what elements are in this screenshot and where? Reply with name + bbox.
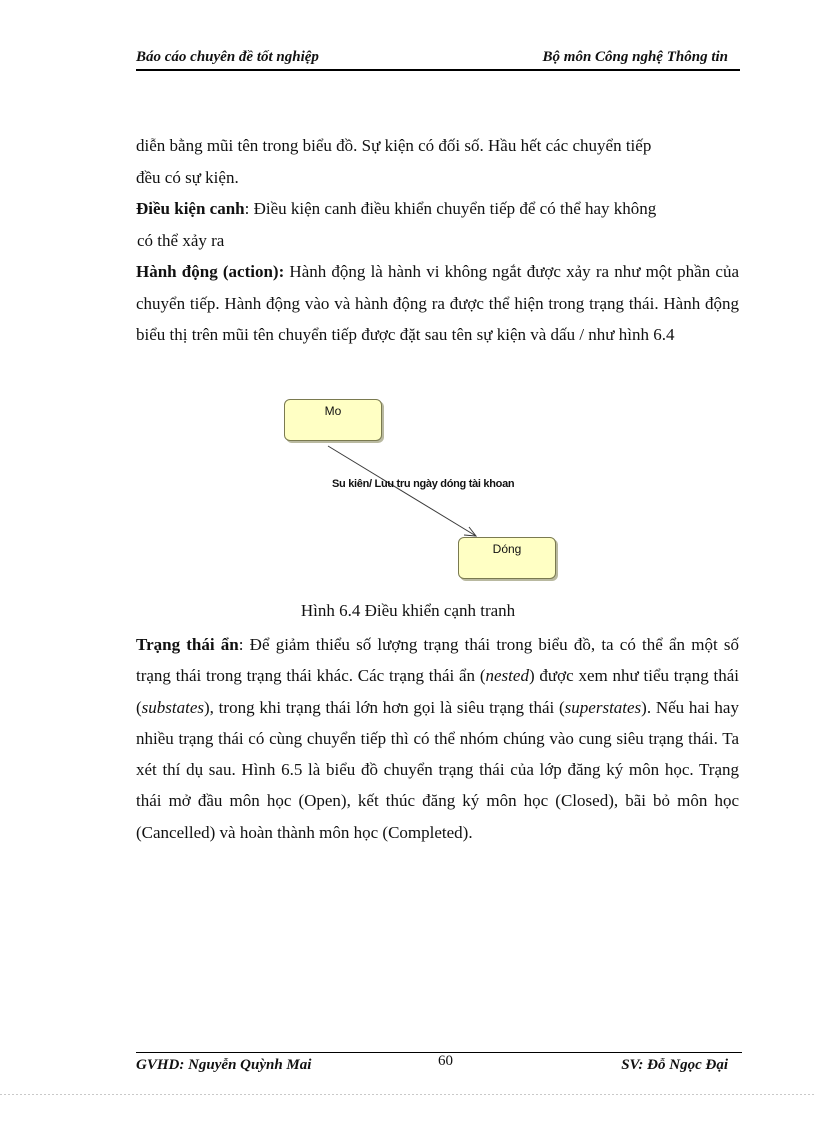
guard-condition-text: : Điều kiện canh điều khiển chuyển tiếp để có thể hay không: [244, 199, 657, 218]
body-text-bottom: [136, 629, 739, 848]
substates-italic: substates: [141, 697, 205, 717]
guard-condition-term: Điều kiện canh: [136, 199, 245, 218]
state-diagram: [280, 393, 580, 588]
action-text: Hành động là hành vi không ngắt được xảy ra như một phần của chuyển tiếp. Hành động vào và hành động ra được thể hiện trong trạng thái. Hành động biểu thị trên mũi tên chuyển tiếp được đặt sau tên sự kiện và dấu / như hình 6.4: [136, 262, 739, 344]
footer-student: SV: Đỗ Ngọc Đại: [621, 1057, 728, 1073]
state-dong-label: Dóng: [492, 542, 522, 556]
page-header: [136, 47, 740, 71]
superstates-italic: superstates: [564, 697, 642, 717]
body-text-top: [136, 130, 739, 351]
guard-condition-line2: có thể xảy ra: [137, 230, 225, 250]
state-mo-label: Mo: [324, 404, 342, 418]
nested-text-2: ) được xem như tiểu trạng thái (: [136, 666, 739, 717]
page-bottom-dotted-line: [0, 1094, 816, 1096]
state-dong: [458, 537, 556, 579]
paragraph-events: [136, 130, 739, 193]
nested-text-3: ), trong khi trạng thái lớn hơn gọi là siêu trạng thái (: [204, 697, 565, 717]
paragraph-events-line1: diễn bằng mũi tên trong biểu đồ. Sự kiện có đối số. Hầu hết các chuyển tiếp: [136, 136, 652, 155]
footer-supervisor: GVHD: Nguyễn Quỳnh Mai: [136, 1057, 312, 1073]
nested-text-1: : Để giảm thiểu số lượng trạng thái trong biểu đồ, ta có thể ẩn một số trạng thái trong trạng thái khác. Các trạng thái ẩn (: [136, 635, 739, 686]
figure-caption: Hình 6.4 Điều khiển cạnh tranh: [300, 601, 516, 620]
nested-states-term: Trạng thái ẩn: [136, 635, 239, 654]
paragraph-guard-condition: [136, 193, 739, 256]
nested-text-4: ). Nếu hai hay nhiều trạng thái có cùng chuyển tiếp thì có thể nhóm chúng vào cung siêu trạng thái. Ta xét thí dụ sau. Hình 6.5 là biểu đồ chuyển trạng thái của lớp đăng ký môn học. Trạng thái mở đầu môn học (Open), kết thúc đăng ký môn học (Closed), bãi bỏ môn học (Cancelled) và hoàn thành môn học (Completed).: [136, 697, 739, 842]
header-report-title: Báo cáo chuyên đề tốt nghiệp: [136, 49, 319, 65]
page-footer: [136, 1052, 742, 1079]
paragraph-action: [136, 256, 739, 351]
transition-label: Su kiên/ Luu tru ngày dóng tài khoan: [332, 478, 515, 490]
page-number: 60: [438, 1053, 453, 1069]
paragraph-events-line2: đều có sự kiện.: [136, 167, 239, 187]
action-term: Hành động (action):: [136, 262, 285, 281]
nested-italic: nested: [485, 666, 529, 686]
paragraph-nested-states: [136, 629, 739, 848]
header-department: Bộ môn Công nghệ Thông tin: [542, 49, 728, 65]
state-mo: [284, 399, 382, 441]
